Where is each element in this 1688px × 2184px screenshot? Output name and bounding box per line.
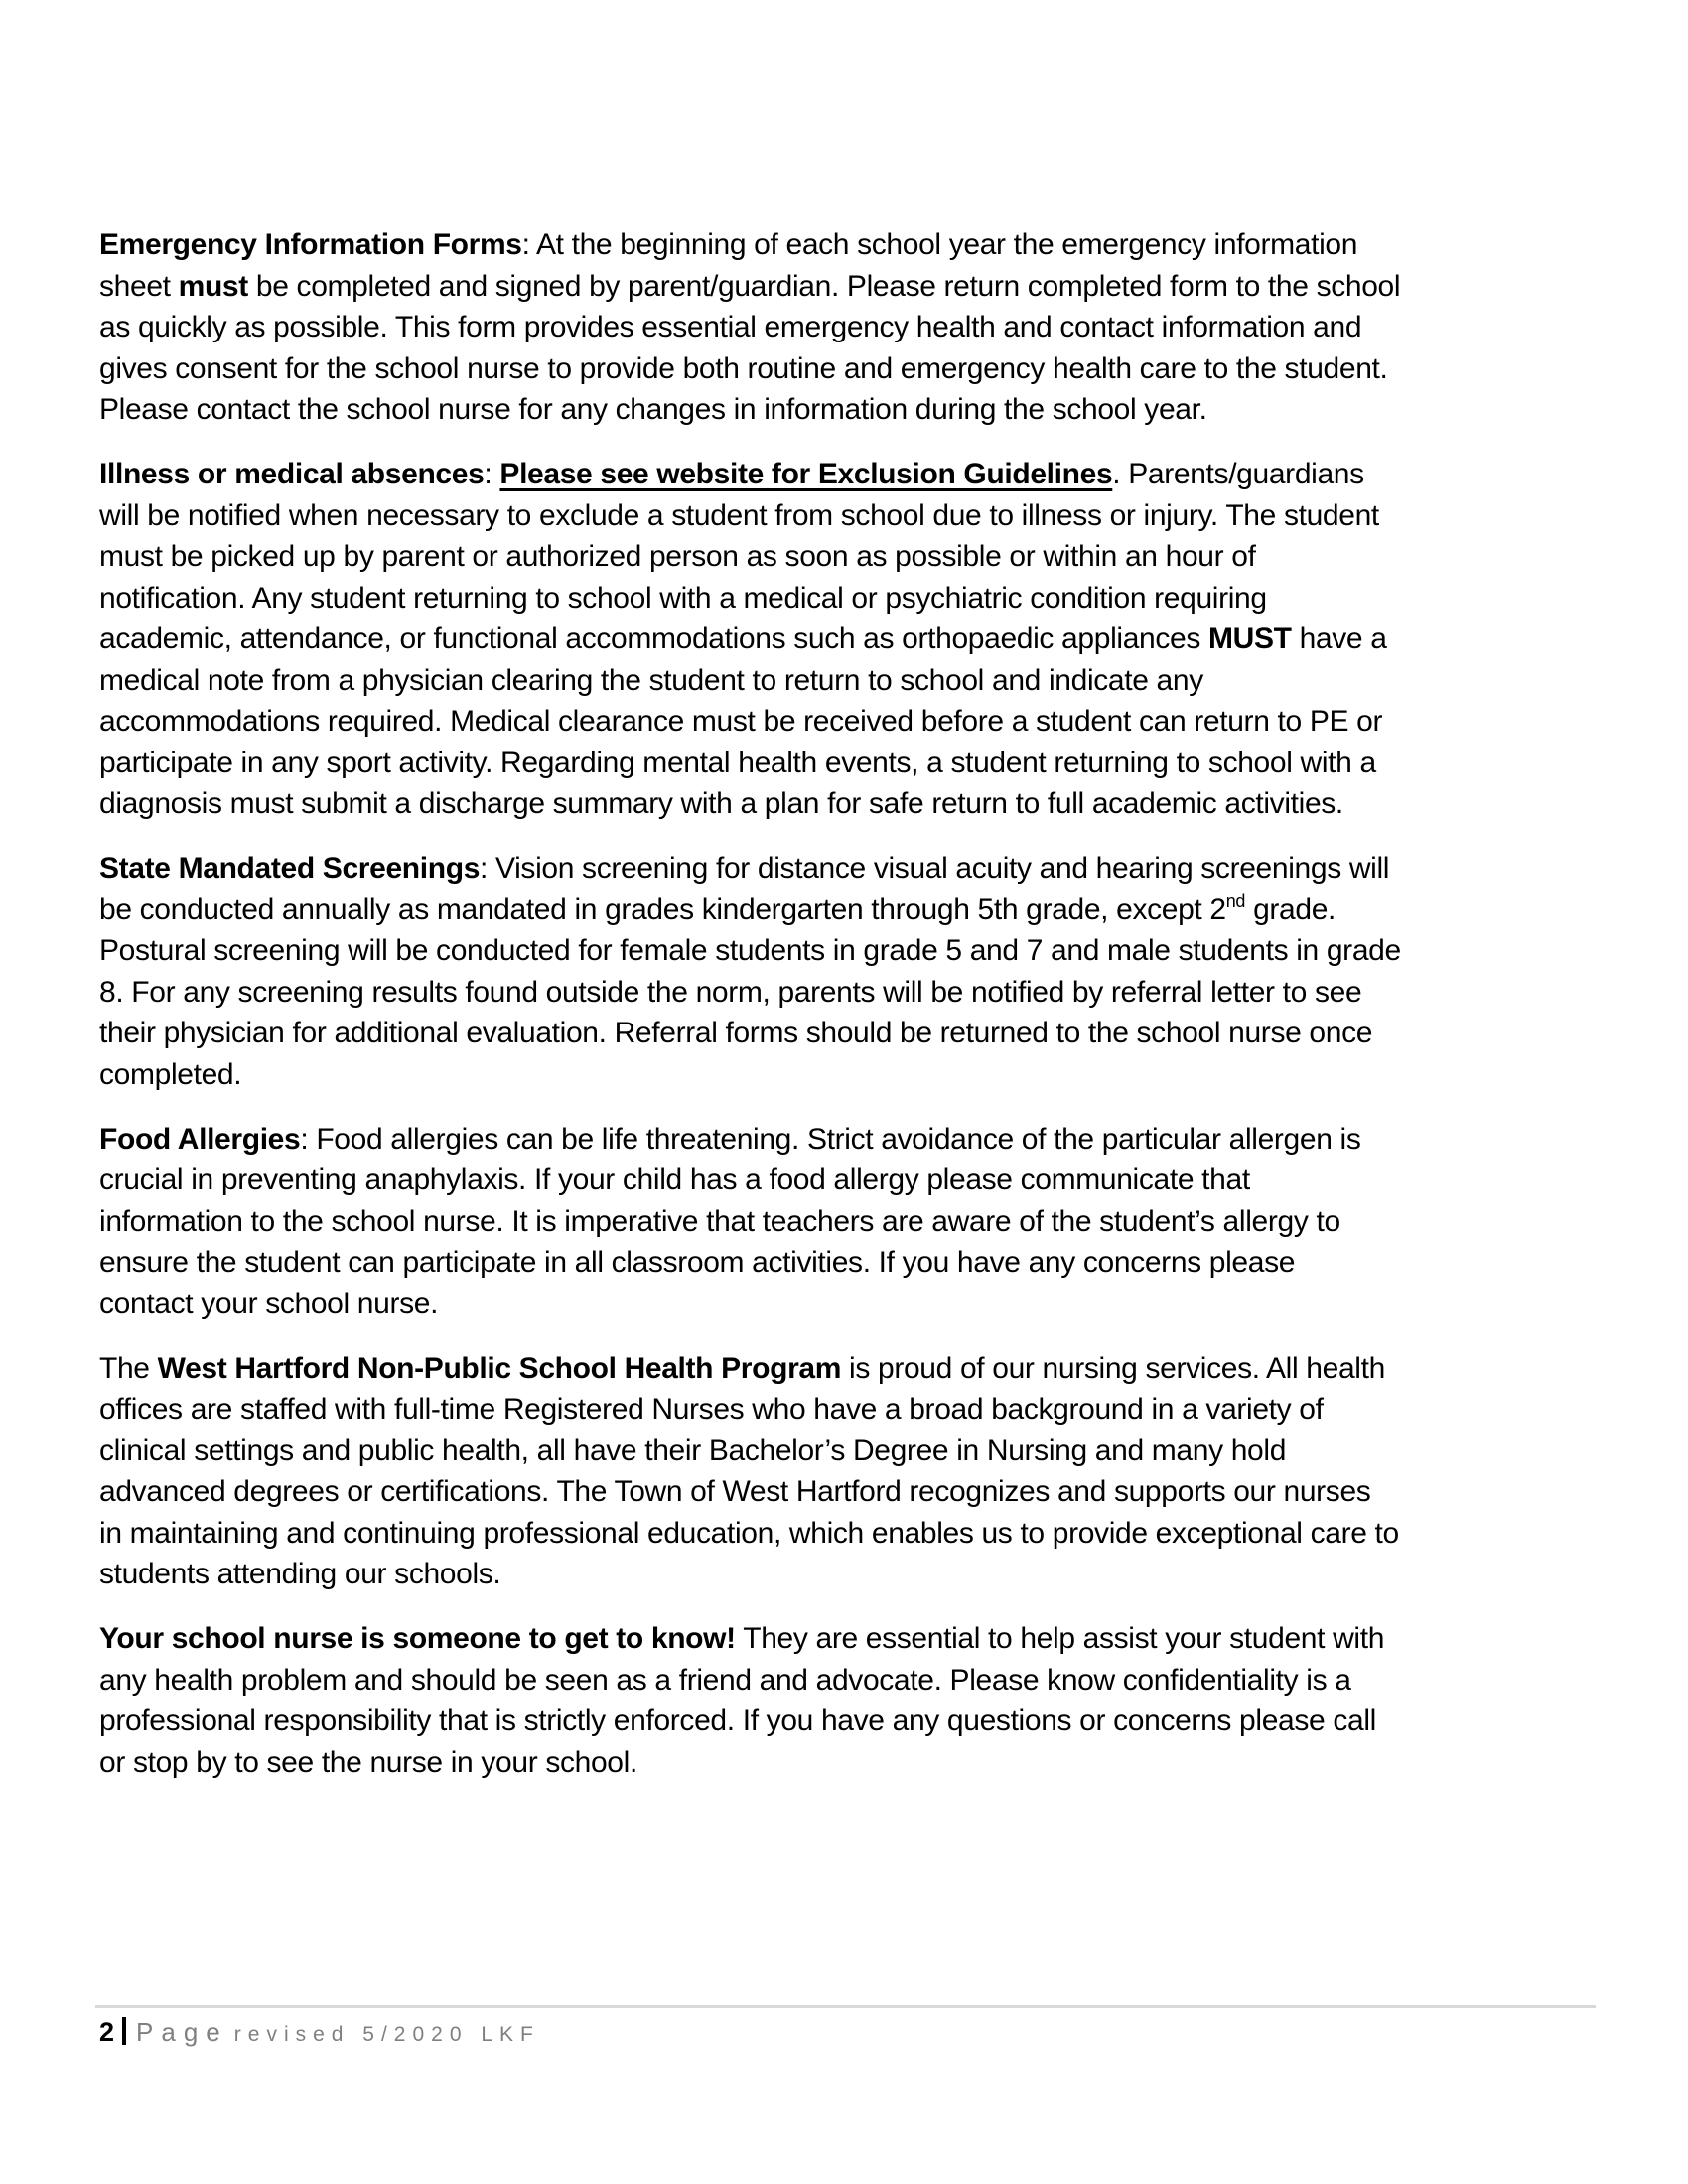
text-line — [99, 1242, 1609, 1284]
exclusion-guidelines-link[interactable]: Please see website for Exclusion Guidelines — [499, 458, 1113, 490]
revision-note: revised 5/2020 LKF — [233, 2023, 540, 2046]
text-line — [99, 536, 1609, 578]
body-text: completed. — [99, 1057, 242, 1091]
paragraph-state-mandated-screenings — [99, 848, 1609, 1095]
text-line — [99, 930, 1609, 972]
body-text: : Vision screening for distance visual acuity and hearing screenings will — [480, 852, 1390, 885]
bold-text: Illness or medical absences — [99, 458, 485, 490]
body-text: : At the beginning of each school year the emergency information — [521, 228, 1358, 261]
body-text: : — [484, 458, 500, 490]
body-text: Please contact the school nurse for any changes in information during the school year. — [99, 393, 1207, 426]
text-line — [99, 1742, 1609, 1784]
text-line — [99, 1431, 1609, 1472]
text-line — [99, 348, 1609, 390]
body-text: any health problem and should be seen as a friend and advocate. Please know confidentiality is a — [99, 1663, 1351, 1697]
text-line — [99, 1660, 1609, 1702]
text-line — [99, 701, 1609, 743]
body-text: crucial in preventing anaphylaxis. If your child has a food allergy please communicate that — [99, 1163, 1250, 1196]
text-line — [99, 266, 1609, 308]
body-text: : Food allergies can be life threatening. Strict avoidance of the particular allergen is — [300, 1122, 1361, 1156]
body-text: The — [99, 1351, 158, 1385]
body-text: notification. Any student returning to school with a medical or psychiatric condition requiring — [99, 581, 1267, 614]
footer-separator — [122, 2017, 126, 2045]
text-line — [99, 972, 1609, 1014]
body-text: They are essential to help assist your student with — [735, 1622, 1385, 1655]
body-text: is proud of our nursing services. All health — [841, 1351, 1385, 1385]
text-line — [99, 1013, 1609, 1054]
superscript-text: nd — [1225, 890, 1246, 911]
page-number: 2 — [99, 2017, 115, 2047]
body-text: grade. — [1245, 892, 1336, 926]
body-text: sheet — [99, 269, 179, 303]
text-line — [99, 848, 1609, 889]
text-line — [99, 495, 1609, 537]
body-text: in maintaining and continuing professional education, which enables us to provide exceptional care to — [99, 1516, 1399, 1550]
footer-divider — [95, 2005, 1596, 2008]
text-line — [99, 1201, 1609, 1243]
text-line — [99, 307, 1609, 348]
text-line — [99, 660, 1609, 702]
text-line — [99, 889, 1609, 931]
body-text: medical note from a physician clearing the student to return to school and indicate any — [99, 663, 1203, 697]
document-body — [99, 224, 1609, 1807]
text-line — [99, 1284, 1609, 1325]
bold-text: Your school nurse is someone to get to know! — [99, 1622, 736, 1655]
body-text: information to the school nurse. It is imperative that teachers are aware of the student’s allergy to — [99, 1204, 1340, 1238]
body-text: be conducted annually as mandated in grades kindergarten through 5th grade, except 2 — [99, 892, 1226, 926]
text-line — [99, 1513, 1609, 1555]
text-line — [99, 743, 1609, 784]
body-text: participate in any sport activity. Regarding mental health events, a student returning to school with a — [99, 746, 1376, 779]
text-line — [99, 1471, 1609, 1513]
text-line — [99, 1618, 1609, 1660]
body-text: accommodations required. Medical clearance must be received before a student can return to PE or — [99, 705, 1383, 738]
paragraph-health-program — [99, 1348, 1609, 1595]
bold-text: Emergency Information Forms — [99, 228, 522, 261]
text-line — [99, 1054, 1609, 1096]
paragraph-emergency-information-forms — [99, 224, 1609, 431]
body-text: as quickly as possible. This form provides essential emergency health and contact information and — [99, 311, 1362, 343]
text-line — [99, 618, 1609, 660]
bold-text: West Hartford Non-Public School Health Program — [157, 1351, 842, 1385]
body-text: clinical settings and public health, all have their Bachelor’s Degree in Nursing and many hold — [99, 1433, 1287, 1467]
text-line — [99, 1554, 1609, 1595]
body-text: contact your school nurse. — [99, 1287, 439, 1320]
bold-text: MUST — [1207, 622, 1292, 655]
body-text: professional responsibility that is strictly enforced. If you have any questions or concerns please call — [99, 1705, 1376, 1737]
text-line — [99, 783, 1609, 825]
body-text: . Parents/guardians — [1112, 458, 1364, 490]
paragraph-food-allergies — [99, 1119, 1609, 1325]
body-text: gives consent for the school nurse to provide both routine and emergency health care to the student. — [99, 351, 1388, 385]
bold-text: must — [178, 269, 248, 303]
text-line — [99, 1701, 1609, 1742]
text-line — [99, 389, 1609, 431]
body-text: ensure the student can participate in all classroom activities. If you have any concerns please — [99, 1246, 1296, 1279]
body-text: their physician for additional evaluation. Referral forms should be returned to the school nurse once — [99, 1017, 1373, 1049]
page-label: Page — [136, 2017, 228, 2047]
body-text: 8. For any screening results found outside the norm, parents will be notified by referral letter to see — [99, 975, 1362, 1009]
body-text: or stop by to see the nurse in your school. — [99, 1745, 637, 1779]
body-text: academic, attendance, or functional accommodations such as orthopaedic appliances — [99, 622, 1208, 655]
text-line — [99, 1389, 1609, 1431]
text-line — [99, 1348, 1609, 1390]
bold-text: Food Allergies — [99, 1122, 301, 1156]
body-text: have a — [1291, 622, 1387, 655]
text-line — [99, 454, 1609, 495]
body-text: will be notified when necessary to exclude a student from school due to illness or injury. The student — [99, 498, 1379, 532]
body-text: be completed and signed by parent/guardian. Please return completed form to the school — [247, 269, 1401, 303]
text-line — [99, 578, 1609, 619]
text-line — [99, 1160, 1609, 1201]
page-footer — [99, 2017, 540, 2051]
paragraph-illness-or-medical-absences — [99, 454, 1609, 825]
body-text: Postural screening will be conducted for female students in grade 5 and 7 and male students in grade — [99, 934, 1401, 967]
text-line — [99, 224, 1609, 266]
body-text: advanced degrees or certifications. The Town of West Hartford recognizes and supports our nurses — [99, 1475, 1371, 1508]
body-text: must be picked up by parent or authorized person as soon as possible or within an hour of — [99, 540, 1256, 573]
bold-text: State Mandated Screenings — [99, 852, 481, 885]
body-text: diagnosis must submit a discharge summary with a plan for safe return to full academic activities. — [99, 787, 1343, 820]
body-text: students attending our schools. — [99, 1558, 501, 1590]
body-text: offices are staffed with full-time Registered Nurses who have a broad background in a variety of — [99, 1393, 1324, 1426]
text-line — [99, 1119, 1609, 1160]
paragraph-school-nurse — [99, 1618, 1609, 1783]
